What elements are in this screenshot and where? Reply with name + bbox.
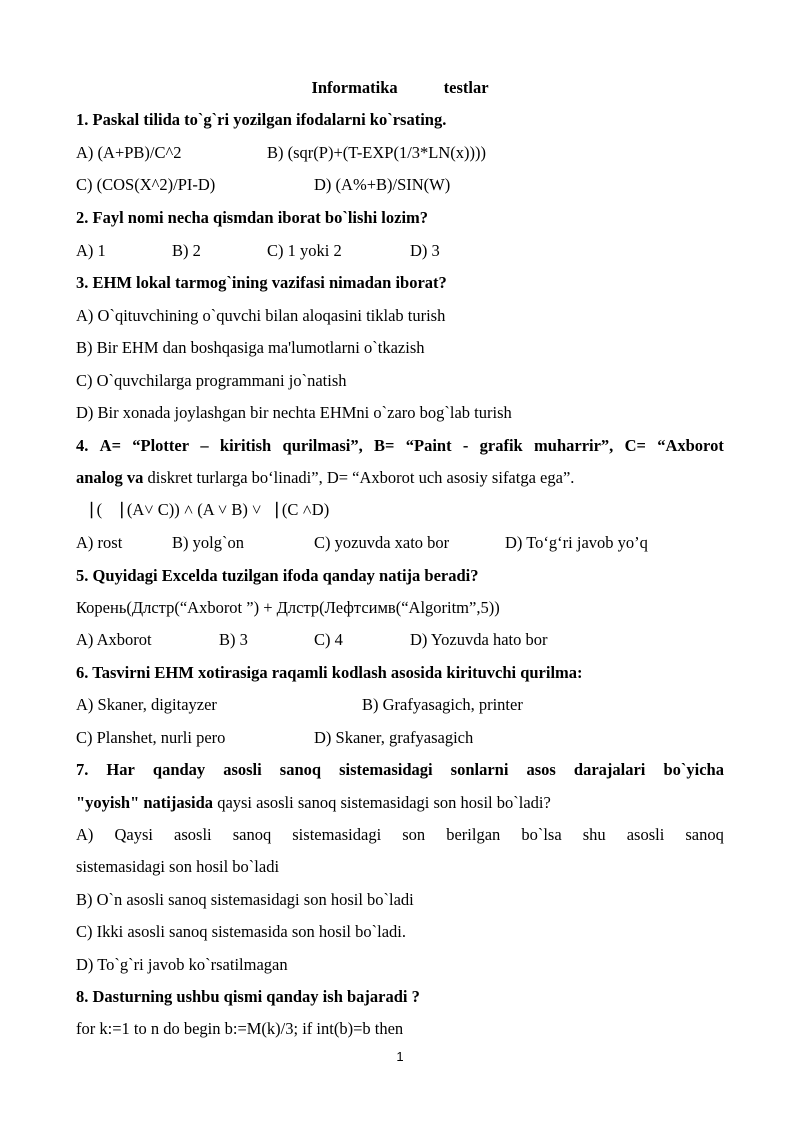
q6-option-c: C) Planshet, nurli pero [76, 728, 226, 747]
page-number: 1 [396, 1049, 404, 1064]
q6-option-a: A) Skaner, digitayzer [76, 695, 217, 714]
q1-option-b: B) (sqr(P)+(T-EXP(1/3*LN(x)))) [267, 143, 487, 162]
q5-option-c: C) 4 [314, 630, 343, 649]
q1-option-a: A) (A+PB)/C^2 [76, 143, 182, 162]
q4-option-c: C) yozuvda xato bor [314, 533, 450, 552]
q7-option-a-line-2: sistemasidagi son hosil bo`ladi [76, 857, 280, 876]
q5-option-d: D) Yozuvda hato bor [410, 630, 548, 649]
question-4-line-2: analog va diskret turlarga bo‘linadi”, D= “Axborot uch asosiy sifatga ega”. [76, 468, 575, 487]
q4-option-b: B) yolg`on [172, 533, 244, 552]
q8-code: for k:=1 to n do begin b:=M(k)/3; if int(b)=b then [76, 1019, 404, 1038]
q4-option-d: D) To‘g‘ri javob yo’q [505, 533, 648, 552]
q5-option-b: B) 3 [219, 630, 248, 649]
q7-option-c: C) Ikki asosli sanoq sistemasida son hosil bo`ladi. [76, 922, 406, 941]
question-2: 2. Fayl nomi necha qismdan iborat bo`lishi lozim? [76, 208, 429, 227]
q3-option-a: A) O`qituvchining o`quvchi bilan aloqasini tiklab turish [76, 306, 446, 325]
question-5: 5. Quyidagi Excelda tuzilgan ifoda qanday natija beradi? [76, 566, 479, 585]
q6-option-b: B) Grafyasagich, printer [362, 695, 523, 714]
q1-option-d: D) (A%+B)/SIN(W) [314, 175, 451, 194]
q1-option-c: C) (COS(X^2)/PI-D) [76, 175, 216, 194]
q7-option-b: B) O`n asosli sanoq sistemasidagi son hosil bo`ladi [76, 890, 414, 909]
q6-option-d: D) Skaner, grafyasagich [314, 728, 474, 747]
q2-option-c: C) 1 yoki 2 [267, 241, 342, 260]
q3-option-d: D) Bir xonada joylashgan bir nechta EHMni o`zaro bog`lab turish [76, 403, 512, 422]
page-title: Informatika testlar [311, 78, 489, 97]
question-3: 3. EHM lokal tarmog`ining vazifasi nimadan iborat? [76, 273, 447, 292]
question-1: 1. Paskal tilida to`g`ri yozilgan ifodalarni ko`rsating. [76, 110, 447, 129]
q5-expression: Корень(Длстр(“Axborot ”) + Длстр(Лефтсимв(“Algoritm”,5)) [76, 598, 500, 617]
question-7-line-1: 7. Har qanday asosli sanoq sistemasidagi sonlarni asos darajalari bo`yicha [76, 760, 724, 779]
q7-option-a-line-1: A) Qaysi asosli sanoq sistemasidagi son berilgan bo`lsa shu asosli sanoq [76, 825, 724, 844]
q4-formula: ⎹ ( ⎹ (A˅ C)) ˄ (A ˅ B) ˅⎹ (C ˄D) [76, 500, 330, 519]
question-6: 6. Tasvirni EHM xotirasiga raqamli kodlash asosida kirituvchi qurilma: [76, 663, 583, 682]
q2-option-d: D) 3 [410, 241, 440, 260]
question-4-line-1: 4. A= “Plotter – kiritish qurilmasi”, B= “Paint - grafik muharrir”, C= “Axborot [76, 436, 724, 455]
q2-option-b: B) 2 [172, 241, 201, 260]
question-8: 8. Dasturning ushbu qismi qanday ish bajaradi ? [76, 987, 420, 1006]
question-7-line-2: "yoyish" natijasida qaysi asosli sanoq sistemasidagi son hosil bo`ladi? [76, 793, 551, 812]
q3-option-b: B) Bir EHM dan boshqasiga ma'lumotlarni o`tkazish [76, 338, 425, 357]
q3-option-c: C) O`quvchilarga programmani jo`natish [76, 371, 347, 390]
q4-option-a: A) rost [76, 533, 123, 552]
q2-option-a: A) 1 [76, 241, 106, 260]
q5-option-a: A) Axborot [76, 630, 152, 649]
q7-option-d: D) To`g`ri javob ko`rsatilmagan [76, 955, 288, 974]
